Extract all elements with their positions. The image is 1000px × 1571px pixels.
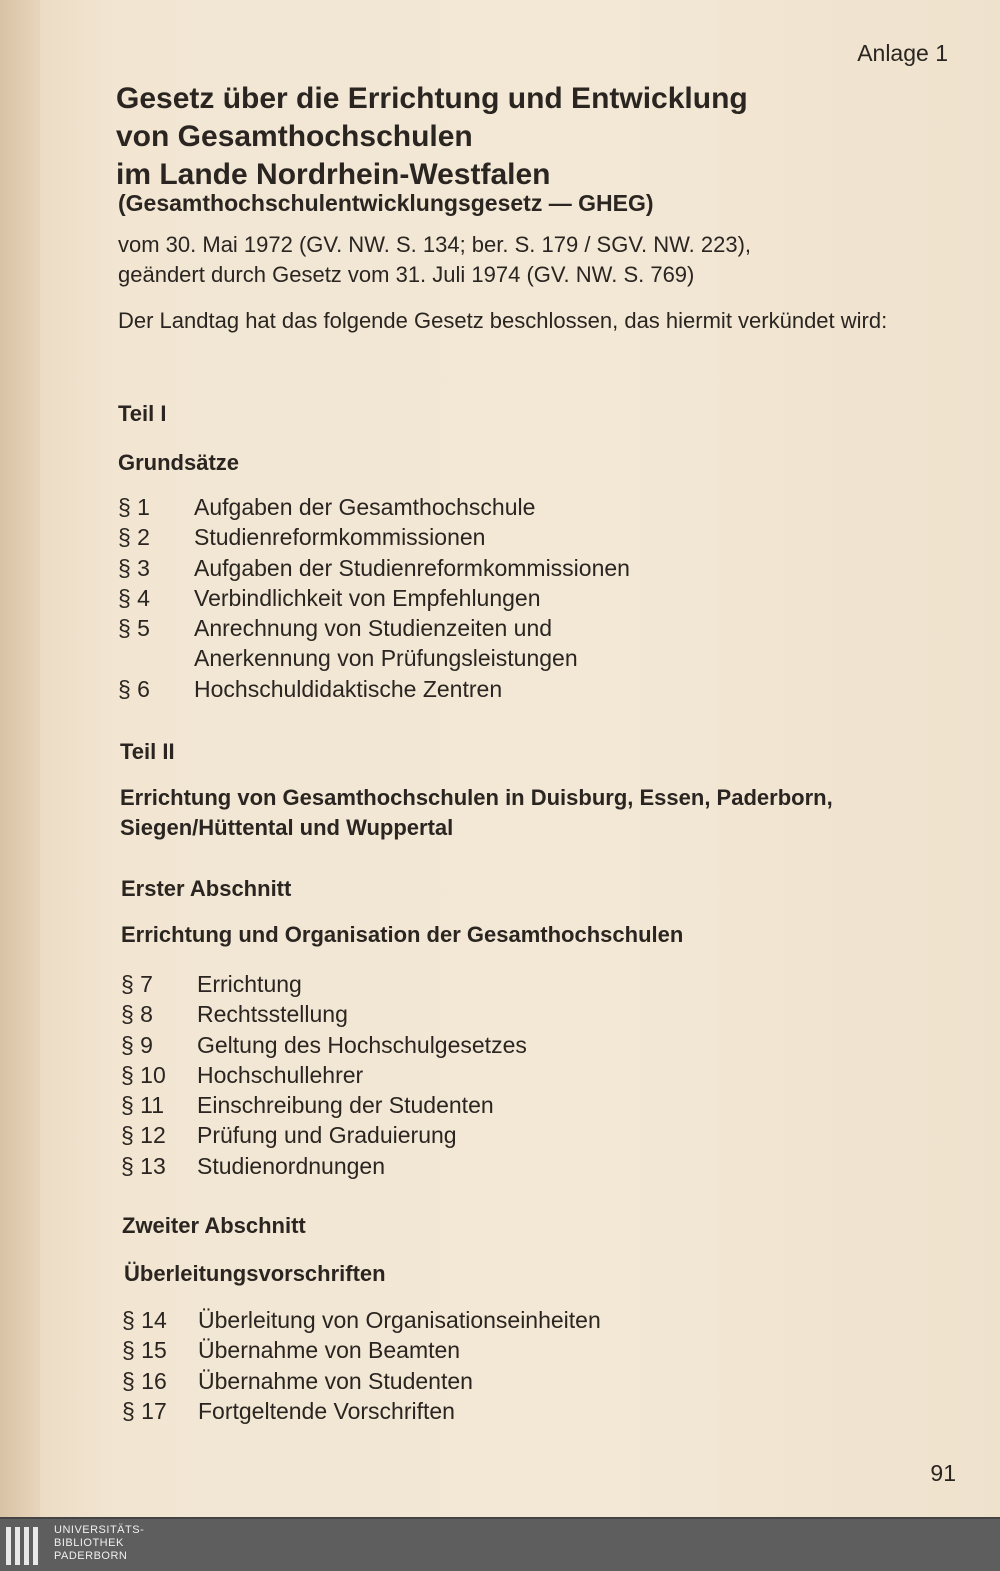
date-line-2: geändert durch Gesetz vom 31. Juli 1974 (GV. NW. S. 769) (118, 262, 695, 287)
toc-item: § 6 Hochschuldidaktische Zentren (118, 675, 503, 702)
page-fold-shadow (0, 0, 40, 1517)
teil-2-subheading-line-1: Errichtung von Gesamthochschulen in Duisburg, Essen, Paderborn, (120, 785, 833, 810)
page-number: 91 (930, 1460, 956, 1486)
university-library-logo-icon (6, 1527, 46, 1565)
abschnitt-1-heading: Erster Abschnitt (121, 876, 292, 901)
title-line-3: im Lande Nordrhein-Westfalen (116, 158, 551, 191)
toc-item: § 9 Geltung des Hochschulgesetzes (121, 1031, 527, 1058)
abschnitt-2-toc (122, 1305, 601, 1426)
toc-item: § 10 Hochschullehrer (121, 1061, 364, 1088)
document-title (116, 80, 936, 194)
teil-2-heading: Teil II (120, 739, 175, 764)
abschnitt-1-toc (121, 969, 527, 1181)
toc-item: § 14 Überleitung von Organisationseinheiten (122, 1307, 601, 1333)
teil-1-subheading: Grundsätze (118, 450, 240, 475)
intro-text: Der Landtag hat das folgende Gesetz beschlossen, das hiermit verkündet wird: (118, 308, 888, 333)
abschnitt-2-subheading: Überleitungsvorschriften (124, 1261, 386, 1286)
abschnitt-2-heading: Zweiter Abschnitt (122, 1213, 306, 1238)
teil-1-toc (118, 492, 630, 704)
toc-item: § 16 Übernahme von Studenten (122, 1367, 473, 1394)
teil-1-heading: Teil I (118, 401, 167, 426)
toc-item: § 17 Fortgeltende Vorschriften (122, 1397, 455, 1424)
teil-2-subheading-line-2: Siegen/Hüttental und Wuppertal (120, 815, 454, 840)
document-subtitle: (Gesamthochschulentwicklungsgesetz — GHEG) (118, 190, 654, 216)
toc-item: § 5 Anrechnung von Studienzeiten und Anerkennung von Prüfungsleistungen (118, 615, 578, 672)
title-line-1: Gesetz über die Errichtung und Entwicklung (116, 82, 748, 115)
appendix-label: Anlage 1 (857, 40, 948, 66)
library-name: UNIVERSITÄTS- BIBLIOTHEK PADERBORN (54, 1524, 145, 1562)
toc-item: § 7 Errichtung (121, 971, 302, 997)
toc-item: § 1 Aufgaben der Gesamthochschule (118, 494, 536, 520)
library-footer (0, 1517, 1000, 1571)
date-line-1: vom 30. Mai 1972 (GV. NW. S. 134; ber. S. 179 / SGV. NW. 223), (118, 232, 752, 257)
toc-item: § 4 Verbindlichkeit von Empfehlungen (118, 584, 541, 611)
toc-item: § 8 Rechtsstellung (121, 1001, 348, 1028)
abschnitt-1-subheading: Errichtung und Organisation der Gesamthochschulen (121, 922, 684, 947)
toc-item: § 13 Studienordnungen (121, 1152, 385, 1179)
toc-item: § 3 Aufgaben der Studienreformkommissionen (118, 554, 630, 581)
toc-item: § 15 Übernahme von Beamten (122, 1337, 461, 1364)
toc-item: § 12 Prüfung und Graduierung (121, 1122, 457, 1149)
toc-item: § 2 Studienreformkommissionen (118, 524, 486, 551)
toc-item: § 11 Einschreibung der Studenten (121, 1092, 494, 1119)
title-line-2: von Gesamthochschulen (116, 120, 473, 153)
